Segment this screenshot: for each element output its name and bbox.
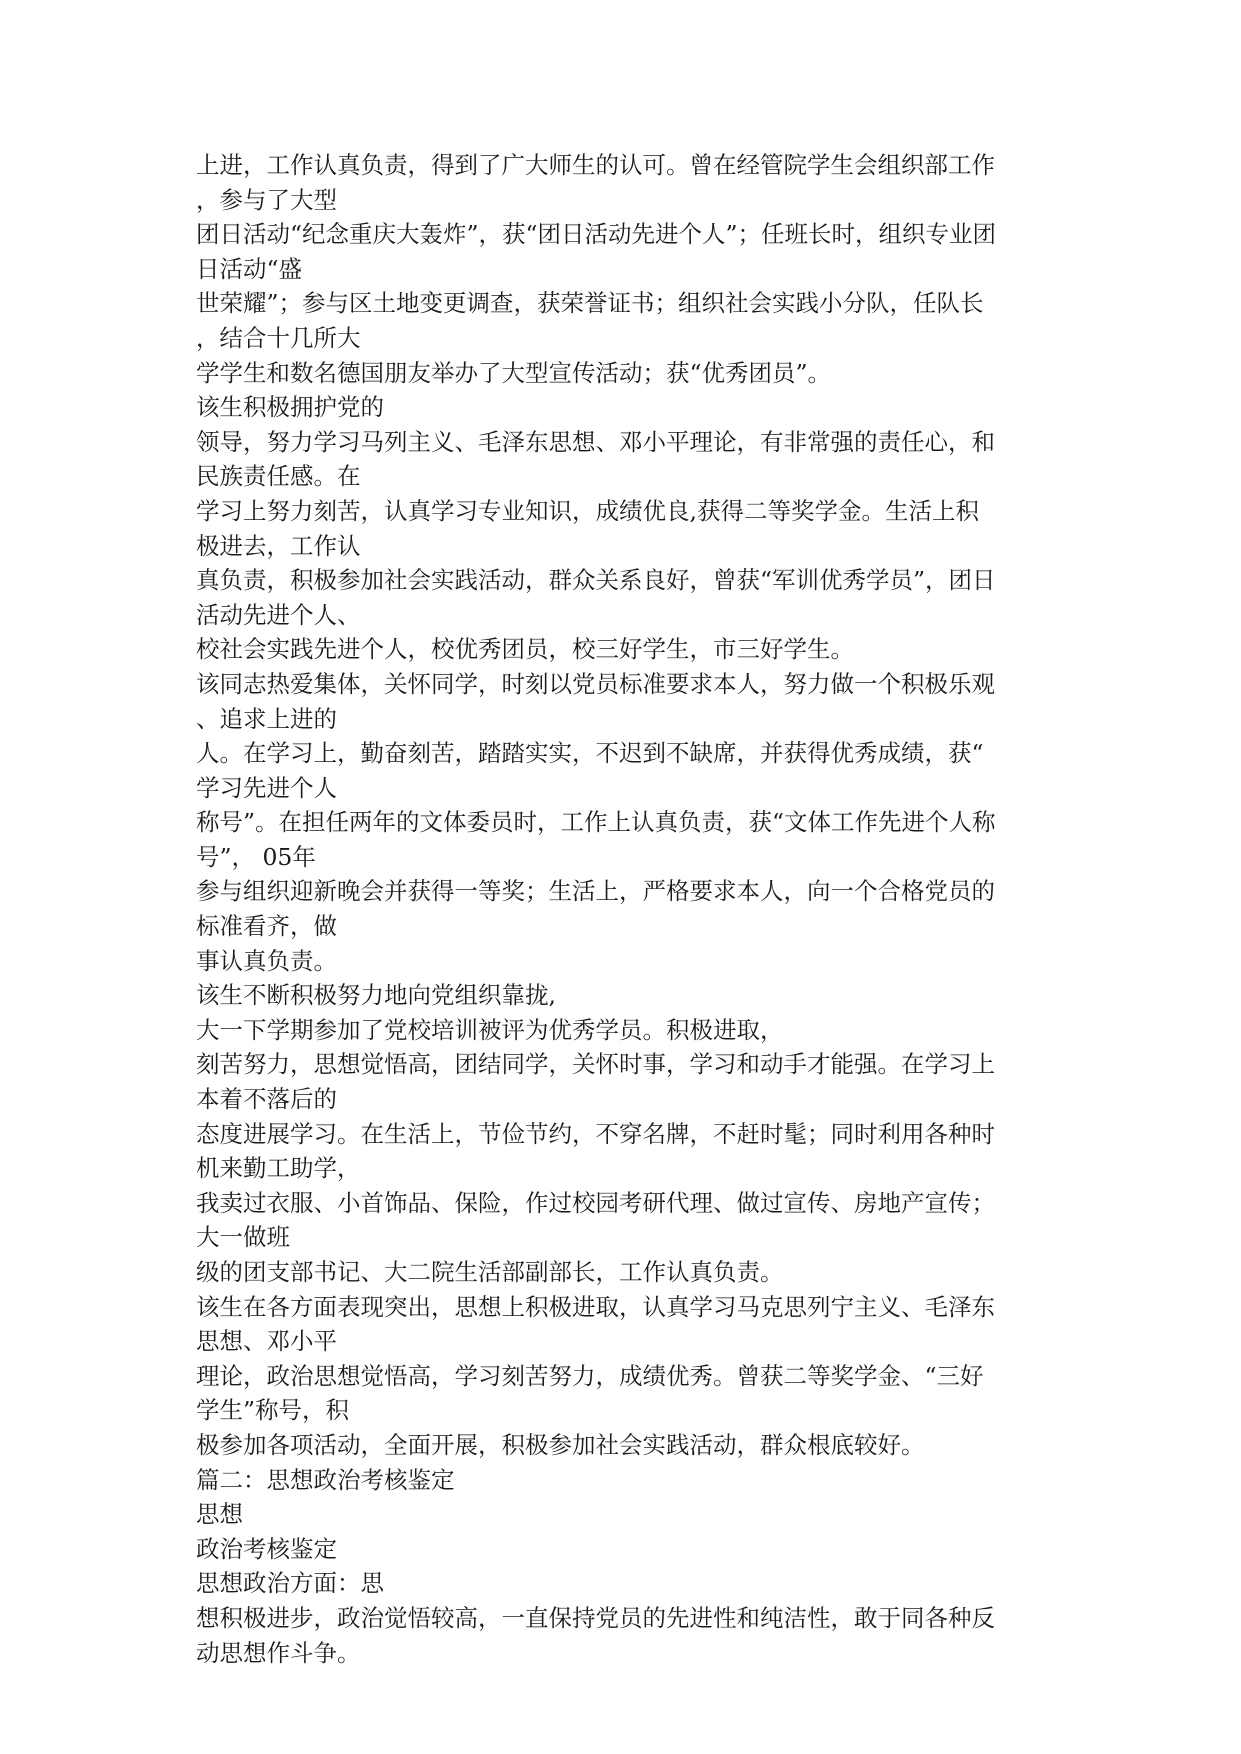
document-body [196,148,1056,1670]
text-line: 态度进展学习。在生活上，节俭节约，不穿名牌，不赶时髦；同时利用各种时 [196,1119,995,1148]
text-line: 活动先进个人、 [196,600,361,629]
text-line: 号”， 05年 [196,842,316,871]
text-line: 极参加各项活动，全面开展，积极参加社会实践活动，群众根底较好。 [196,1430,925,1459]
text-line: 团日活动“纪念重庆大轰炸”，获“团日活动先进个人”；任班长时，组织专业团 [196,220,997,249]
text-line: 上进，工作认真负责，得到了广大师生的认可。曾在经管院学生会组织部工作 [196,151,995,179]
text-line: 极进去，工作认 [196,531,361,560]
text-line: 日活动“盛 [196,254,303,283]
text-line: 参与组织迎新晚会并获得一等奖；生活上，严格要求本人，向一个合格党员的 [196,877,995,906]
text-line: 机来勤工助学， [196,1154,361,1183]
text-line: 大一下学期参加了党校培训被评为优秀学员。积极进取， [196,1015,784,1044]
text-line: 民族责任感。在 [196,462,361,491]
text-line: 理论，政治思想觉悟高，学习刻苦努力，成绩优秀。曾获二等奖学金、“三好 [196,1361,984,1390]
text-line: 标准看齐，做 [196,912,337,941]
text-line: 政治考核鉴定 [196,1534,337,1563]
text-line: 想积极进步，政治觉悟较高，一直保持党员的先进性和纯洁性，敢于同各种反 [196,1603,995,1632]
text-line: 该生积极拥护党的 [196,393,384,422]
text-line: 刻苦努力，思想觉悟高，团结同学，关怀时事，学习和动手才能强。在学习上 [196,1050,995,1079]
text-line: 级的团支部书记、大二院生活部副部长，工作认真负责。 [196,1258,784,1286]
text-line: 、追求上进的 [196,704,337,733]
text-line: 真负责，积极参加社会实践活动，群众关系良好，曾获“军训优秀学员”，团日 [196,566,996,595]
text-line: 该生在各方面表现突出，思想上积极进取，认真学习马克思列宁主义、毛泽东 [196,1292,995,1321]
text-line: 事认真负责。 [196,946,337,975]
text-line: 称号”。在担任两年的文体委员时，工作上认真负责，获“文体工作先进个人称 [196,808,996,837]
text-line: 领导，努力学习马列主义、毛泽东思想、邓小平理论，有非常强的责任心，和 [196,427,995,456]
text-line: 人。在学习上，勤奋刻苦，踏踏实实，不迟到不缺席，并获得优秀成绩，获“ [196,739,984,768]
text-line: 篇二：思想政治考核鉴定 [196,1465,455,1494]
text-line: 世荣耀”；参与区土地变更调查，获荣誉证书；组织社会实践小分队，任队长 [196,289,984,318]
text-line: 我卖过衣服、小首饰品、保险，作过校园考研代理、做过宣传、房地产宣传； [196,1188,995,1217]
text-line: 动思想作斗争。 [196,1638,361,1667]
text-line: ，参与了大型 [196,185,337,214]
text-line: 该生不断积极努力地向党组织靠拢, [196,981,556,1010]
text-line: 大一做班 [196,1223,290,1252]
text-line: 思想、邓小平 [196,1327,337,1356]
text-line: 思想政治方面：思 [196,1569,384,1598]
text-line: 学习先进个人 [196,773,337,802]
text-line: ，结合十几所大 [196,323,361,352]
text-line: 思想 [196,1500,243,1529]
text-line: 学习上努力刻苦，认真学习专业知识，成绩优良,获得二等奖学金。生活上积 [196,496,979,525]
text-line: 本着不落后的 [196,1085,337,1114]
text-line: 学生”称号，积 [196,1396,350,1425]
text-line: 该同志热爱集体，关怀同学，时刻以党员标准要求本人，努力做一个积极乐观 [196,669,995,698]
text-line: 学学生和数名德国朋友举办了大型宣传活动；获“优秀团员”。 [196,358,832,387]
text-line: 校社会实践先进个人，校优秀团员，校三好学生，市三好学生。 [196,635,854,664]
